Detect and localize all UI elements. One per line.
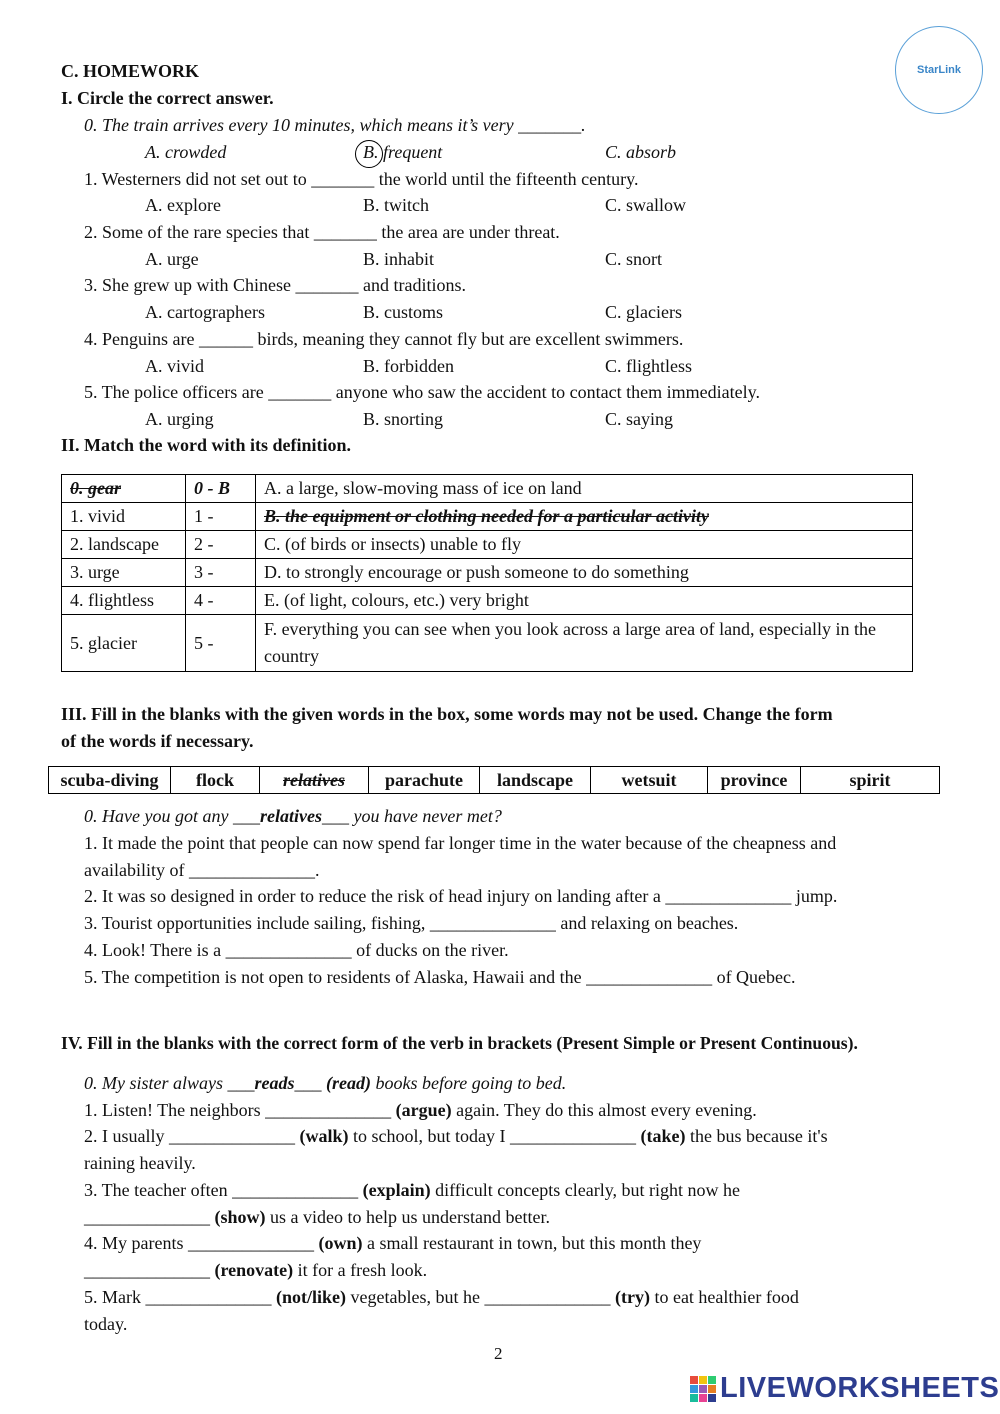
liveworksheets-icon (690, 1376, 716, 1402)
section2-title: II. Match the word with its definition. (61, 435, 352, 455)
option-b[interactable]: B. snorting (363, 409, 444, 429)
match-word: 0. gear (62, 475, 186, 503)
option-b[interactable]: B. forbidden (363, 356, 454, 376)
answer-circle (355, 140, 383, 168)
match-answer[interactable]: 3 - (186, 559, 256, 587)
match-answer[interactable]: 5 - (186, 615, 256, 672)
match-answer: 0 - B (186, 475, 256, 503)
option-a[interactable]: A. vivid (145, 356, 205, 376)
match-definition: D. to strongly encourage or push someone to do something (256, 559, 913, 587)
word-box-item: flock (171, 767, 260, 794)
word-box-item: wetsuit (591, 767, 708, 794)
section4-title: IV. Fill in the blanks with the correct form of the verb in brackets (Present Simple or Present Continuous). (61, 1033, 858, 1053)
section3-example: 0. Have you got any ___relatives___ you have never met? (84, 806, 502, 826)
option-c[interactable]: C. snort (605, 249, 663, 269)
option-b[interactable]: B. inhabit (363, 249, 434, 269)
match-word: 5. glacier (62, 615, 186, 672)
option-a[interactable]: A. crowded (145, 142, 227, 162)
page-number: 2 (494, 1344, 503, 1363)
match-definition: A. a large, slow-moving mass of ice on land (256, 475, 913, 503)
question-5: 5. The police officers are _______ anyone who saw the accident to contact them immediately. (84, 382, 760, 402)
table-row (62, 615, 913, 672)
word-box (48, 766, 940, 794)
match-answer[interactable]: 1 - (186, 503, 256, 531)
option-a[interactable]: A. urging (145, 409, 214, 429)
match-definition: B. the equipment or clothing needed for a particular activity (256, 503, 913, 531)
section4-q1: 1. Listen! The neighbors ______________ (argue) again. They do this almost every evening. (84, 1100, 757, 1120)
match-word: 2. landscape (62, 531, 186, 559)
section4-q4: 4. My parents ______________ (own) a small restaurant in town, but this month they (84, 1233, 702, 1253)
option-c[interactable]: C. saying (605, 409, 674, 429)
match-definition: E. (of light, colours, etc.) very bright (256, 587, 913, 615)
section3-line: availability of ______________. (84, 860, 320, 880)
option-a[interactable]: A. urge (145, 249, 199, 269)
section3-line: 1. It made the point that people can now spend far longer time in the water because of the cheapness and (84, 833, 837, 853)
word-box-item: parachute (369, 767, 480, 794)
section3-line: 2. It was so designed in order to reduce the risk of head injury on landing after a ______________ jump. (84, 886, 838, 906)
table-row (62, 531, 913, 559)
section3-title-line1: III. Fill in the blanks with the given words in the box, some words may not be used. Change the form (61, 704, 833, 724)
match-word: 4. flightless (62, 587, 186, 615)
section4-q4-cont: ______________ (renovate) it for a fresh look. (84, 1260, 428, 1280)
section4-example: 0. My sister always ___reads___ (read) books before going to bed. (84, 1073, 567, 1093)
section4-q5-cont: today. (84, 1314, 128, 1334)
section4-q3: 3. The teacher often ______________ (explain) difficult concepts clearly, but right now he (84, 1180, 741, 1200)
section3-line: 4. Look! There is a ______________ of ducks on the river. (84, 940, 509, 960)
table-row (62, 475, 913, 503)
logo-text: StarLink (916, 64, 961, 76)
option-c[interactable]: C. absorb (605, 142, 677, 162)
question-4: 4. Penguins are ______ birds, meaning they cannot fly but are excellent swimmers. (84, 329, 684, 349)
section3-line: 3. Tourist opportunities include sailing, fishing, ______________ and relaxing on beaches. (84, 913, 739, 933)
section4-q3-cont: ______________ (show) us a video to help us understand better. (84, 1207, 550, 1227)
question-2: 2. Some of the rare species that _______ the area are under threat. (84, 222, 560, 242)
word-box-item: scuba-diving (49, 767, 171, 794)
section4-q2-cont: raining heavily. (84, 1153, 196, 1173)
section4-q5: 5. Mark ______________ (not/like) vegetables, but he ______________ (try) to eat healthier food (84, 1287, 799, 1307)
homework-title: C. HOMEWORK (61, 61, 199, 81)
table-row (62, 587, 913, 615)
section3-line: 5. The competition is not open to residents of Alaska, Hawaii and the ______________ of Quebec. (84, 967, 796, 987)
option-a[interactable]: A. cartographers (145, 302, 265, 322)
word-box-item: landscape (480, 767, 591, 794)
word-box-item: province (708, 767, 801, 794)
section1-title: I. Circle the correct answer. (61, 88, 274, 108)
starlink-logo (895, 26, 983, 114)
match-answer[interactable]: 4 - (186, 587, 256, 615)
match-definition: C. (of birds or insects) unable to fly (256, 531, 913, 559)
option-b[interactable]: B. customs (363, 302, 444, 322)
table-row (62, 559, 913, 587)
match-definition: F. everything you can see when you look across a large area of land, especially in the country (256, 615, 913, 672)
word-box-item: relatives (260, 767, 369, 794)
match-word: 1. vivid (62, 503, 186, 531)
option-c[interactable]: C. swallow (605, 195, 686, 215)
liveworksheets-logo (690, 1372, 999, 1405)
option-a[interactable]: A. explore (145, 195, 221, 215)
option-b[interactable]: B. twitch (363, 195, 429, 215)
word-box-item: spirit (801, 767, 940, 794)
match-answer[interactable]: 2 - (186, 531, 256, 559)
liveworksheets-text: LIVEWORKSHEETS (720, 1372, 1000, 1404)
matching-table (61, 474, 913, 672)
match-word: 3. urge (62, 559, 186, 587)
question-3: 3. She grew up with Chinese _______ and traditions. (84, 275, 466, 295)
example-answer: relatives (259, 806, 322, 826)
table-row (62, 503, 913, 531)
section3-title-line2: of the words if necessary. (61, 731, 254, 751)
question-1: 1. Westerners did not set out to _______ the world until the fifteenth century. (84, 169, 639, 189)
section4-q2: 2. I usually ______________ (walk) to school, but today I ______________ (take) the bus because it's (84, 1126, 828, 1146)
question-0: 0. The train arrives every 10 minutes, which means it’s very _______. (84, 115, 586, 135)
option-b[interactable]: B. frequent (363, 142, 443, 162)
option-c[interactable]: C. glaciers (605, 302, 682, 322)
option-c[interactable]: C. flightless (605, 356, 693, 376)
